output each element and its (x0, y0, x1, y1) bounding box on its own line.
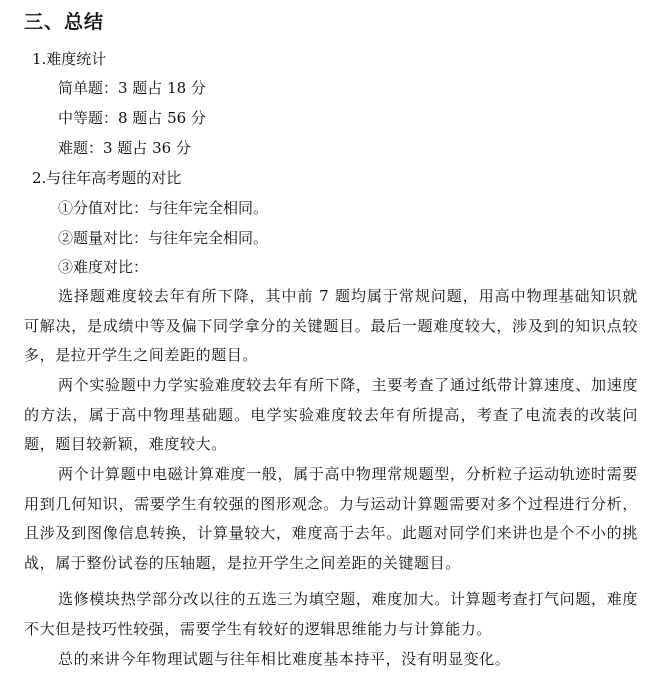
paragraph-calculations: 两个计算题中电磁计算难度一般，属于高中物理常规题型，分析粒子运动轨迹时需要用到几何知识，需要学生有较强的图形观念。力与运动计算题需要对多个过程进行分析，且涉及到图像信息转换，计算量较大，难度高于去年。此题对同学们来讲也是个不小的挑战，属于整份试卷的压轴题，是拉开学生之间差距的关键题目。 (24, 465, 638, 572)
comparison-count: ②题量对比：与往年完全相同。 (58, 229, 269, 247)
comparison-title: 2.与往年高考题的对比 (32, 169, 182, 187)
comparison-score: ①分值对比：与往年完全相同。 (58, 199, 269, 217)
stat-easy: 简单题：3 题占 18 分 (58, 79, 206, 97)
paragraph-experiments: 两个实验题中力学实验难度较去年有所下降，主要考查了通过纸带计算速度、加速度的方法，属于高中物理基础题。电学实验难度较去年有所提高，考查了电流表的改装问题，题目较新颖，难度较大。 (24, 376, 638, 453)
comparison-difficulty: ③难度对比： (58, 258, 149, 276)
difficulty-stats-title: 1.难度统计 (32, 50, 107, 68)
paragraph-elective: 选修模块热学部分改以往的五选三为填空题，难度加大。计算题考查打气问题，难度不大但是技巧性较强，需要学生有较好的逻辑思维能力与计算能力。 (24, 590, 638, 638)
stat-hard: 难题：3 题占 36 分 (58, 139, 191, 157)
paragraph-conclusion: 总的来讲今年物理试题与往年相比难度基本持平，没有明显变化。 (58, 650, 511, 668)
paragraph-choice-questions: 选择题难度较去年有所下降，其中前 7 题均属于常规问题，用高中物理基础知识就可解决，是成绩中等及偏下同学拿分的关键题目。最后一题难度较大，涉及到的知识点较多，是拉开学生之间差距的题目。 (24, 287, 638, 364)
stat-medium: 中等题：8 题占 56 分 (58, 109, 206, 127)
section-heading: 三、总结 (24, 11, 105, 33)
